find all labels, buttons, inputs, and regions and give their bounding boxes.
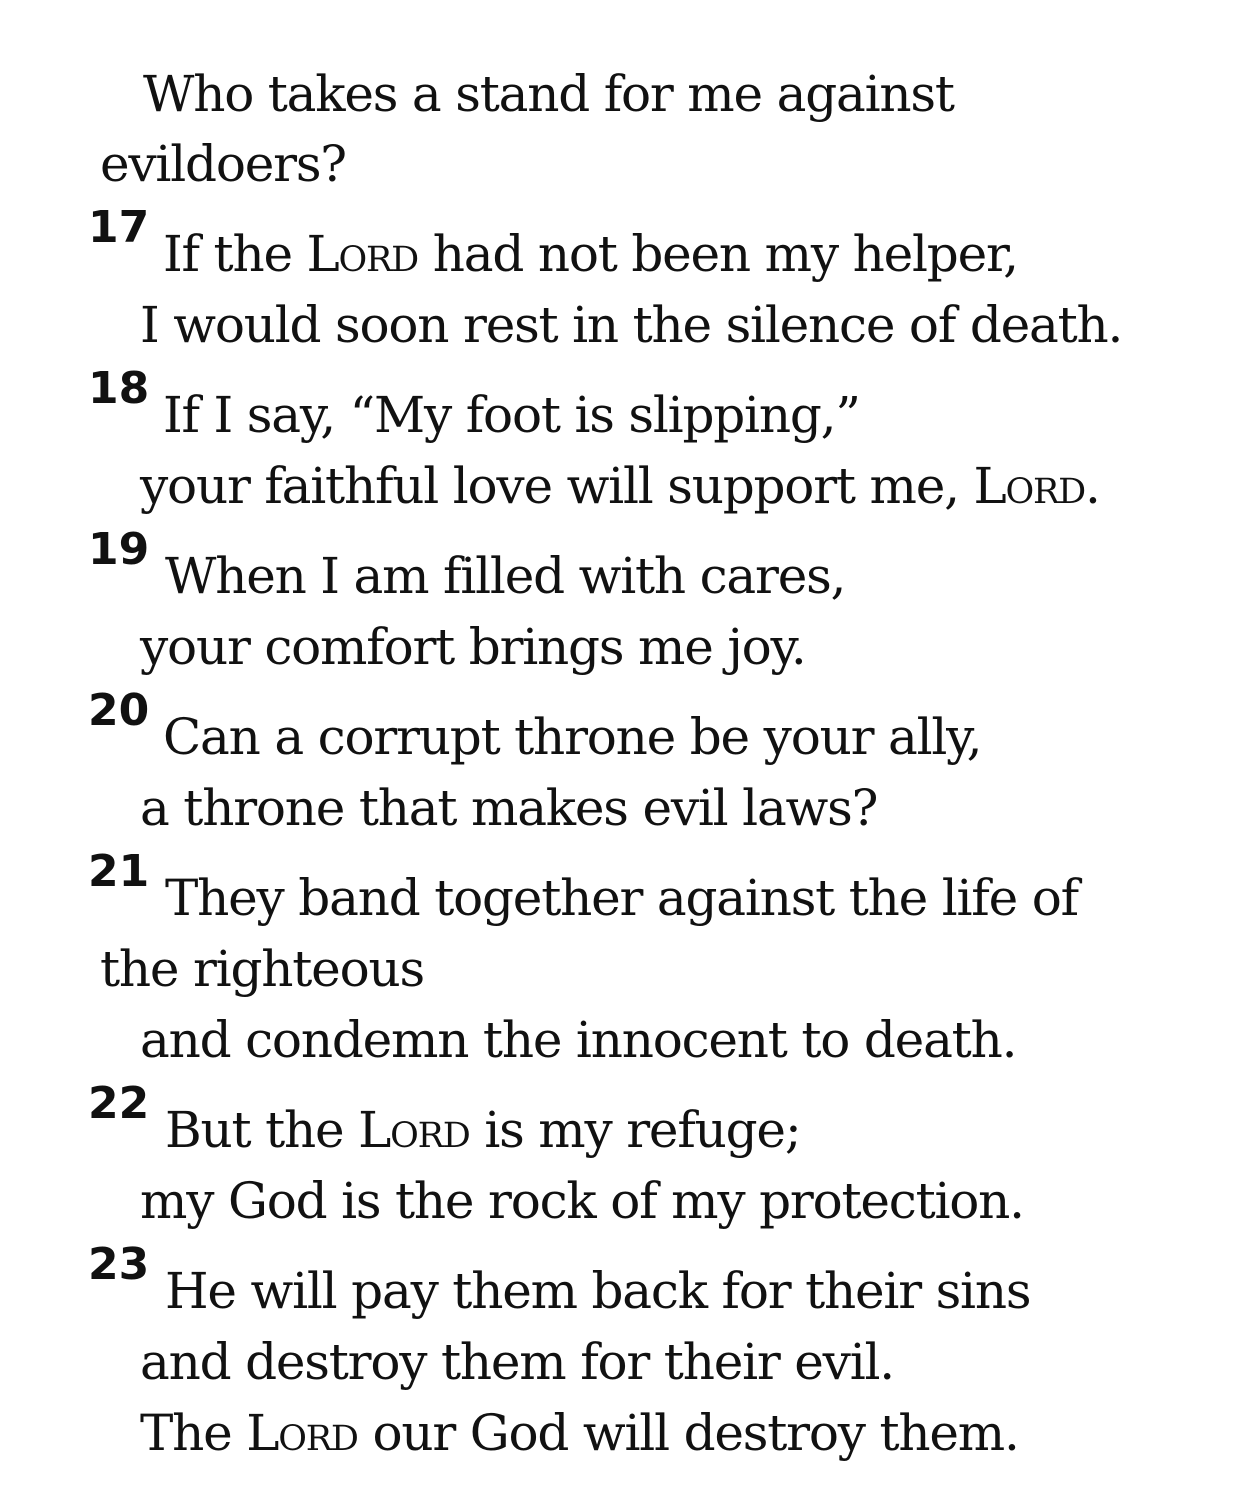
verse-line: [140, 778, 877, 838]
verse-line: [163, 224, 1018, 284]
verse-text: If I say, “My foot is slipping,”: [163, 386, 860, 444]
verse-line: [140, 1332, 894, 1392]
verse-line: [100, 939, 424, 999]
verse-text: They band together against the life of: [165, 869, 1078, 927]
verse-number: 20: [88, 685, 150, 736]
verse-number: 19: [88, 524, 150, 575]
verse-line: [140, 1171, 1024, 1231]
verse-number: 23: [88, 1239, 150, 1290]
divine-name-smallcaps: Lord: [306, 225, 419, 283]
verse-line: [165, 546, 845, 606]
verse-line: [163, 707, 981, 767]
verse-number: 18: [88, 363, 150, 414]
verse-line: [140, 1403, 1019, 1463]
verse-text: a throne that makes evil laws?: [140, 779, 878, 837]
divine-name-smallcaps: Lord: [246, 1404, 358, 1462]
verse-text: I would soon rest in the silence of death.: [140, 296, 1123, 354]
verse-line: [165, 1261, 1030, 1321]
verse-line: [140, 456, 1100, 516]
verse-text: .: [1085, 457, 1100, 515]
divine-name-smallcaps: Lord: [973, 457, 1086, 515]
verse-number: 17: [88, 202, 150, 253]
divine-name-smallcaps: Lord: [358, 1101, 470, 1159]
verse-text: Can a corrupt throne be your ally,: [163, 708, 982, 766]
verse-text: had not been my helper,: [418, 225, 1018, 283]
verse-line: [165, 1100, 800, 1160]
verse-text: If the: [163, 225, 307, 283]
verse-number: 21: [88, 846, 150, 897]
verse-line: [140, 295, 1122, 355]
verse-text: your comfort brings me joy.: [140, 618, 806, 676]
verse-line: [140, 617, 806, 677]
verse-text: my God is the rock of my protection.: [140, 1172, 1024, 1230]
verse-text: The: [140, 1404, 247, 1462]
verse-line: evildoers?: [100, 135, 346, 193]
verse-number: 22: [88, 1078, 150, 1129]
verse-text: is my refuge;: [469, 1101, 801, 1159]
verse-text: When I am filled with cares,: [165, 547, 846, 605]
verse-text: and destroy them for their evil.: [140, 1333, 894, 1391]
verse-line: [140, 1010, 1016, 1070]
verse-line: Who takes a stand for me against: [143, 65, 954, 123]
verse-text: But the: [165, 1101, 359, 1159]
verse-line: [165, 868, 1078, 928]
verse-text: your faithful love will support me,: [140, 457, 974, 515]
verse-text: our God will destroy them.: [357, 1404, 1019, 1462]
verse-text: the righteous: [100, 940, 424, 998]
verse-line: [163, 385, 860, 445]
verse-text: and condemn the innocent to death.: [140, 1011, 1017, 1069]
verse-text: He will pay them back for their sins: [165, 1262, 1031, 1320]
